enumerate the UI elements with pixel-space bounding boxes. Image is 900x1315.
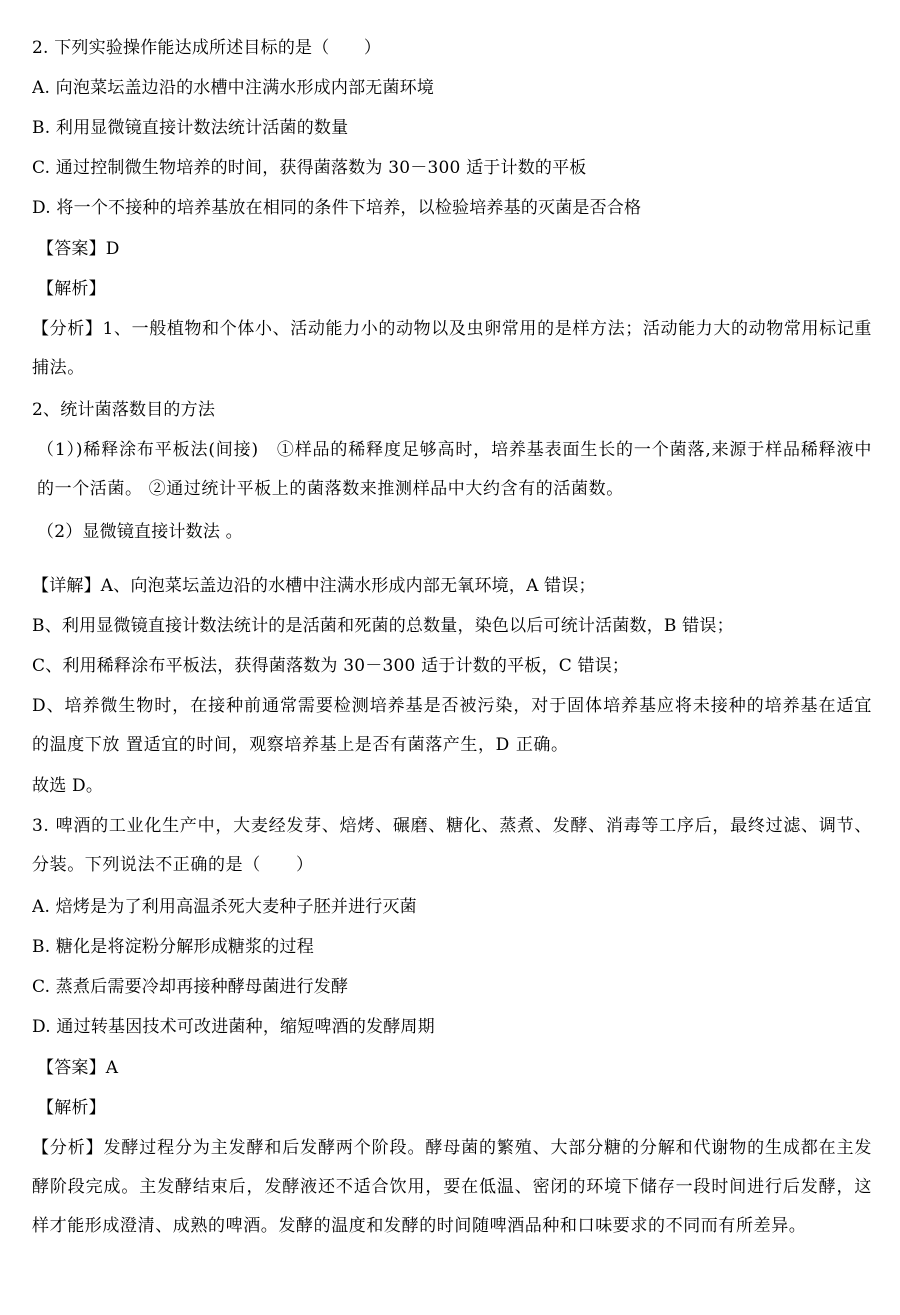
q2-point2: 2、统计菌落数目的方法 <box>32 400 216 420</box>
q3-option-c: C. 蒸煮后需要冷却再接种酵母菌进行发酵 <box>32 977 349 997</box>
q2-method2: （2）显微镜直接计数法 。 <box>37 522 243 542</box>
q2-detail-a: 【详解】A、向泡菜坛盖边沿的水槽中注满水形成内部无氧环境，A 错误； <box>32 576 596 596</box>
q2-detail-c: C、利用稀释涂布平板法，获得菌落数为 30－300 适于计数的平板，C 错误； <box>32 656 630 676</box>
q2-option-c: C. 通过控制微生物培养的时间，获得菌落数为 30－300 适于计数的平板 <box>32 158 587 178</box>
q3-option-d: D. 通过转基因技术可改进菌种，缩短啤酒的发酵周期 <box>32 1017 435 1037</box>
q3-option-a: A. 焙烤是为了利用高温杀死大麦种子胚并进行灭菌 <box>32 897 417 917</box>
q2-option-b: B. 利用显微镜直接计数法统计活菌的数量 <box>32 118 349 138</box>
q3-stem: 3. 啤酒的工业化生产中，大麦经发芽、焙烤、碾磨、糖化、蒸煮、发酵、消毒等工序后，最终过滤、调节、分装。下列说法不正确的是（ ） <box>32 816 872 875</box>
q3-fenxi: 【分析】发酵过程分为主发酵和后发酵两个阶段。酵母菌的繁殖、大部分糖的分解和代谢物的生成都在主发酵阶段完成。主发酵结束后，发酵液还不适合饮用，要在低温、密闭的环境下储存一段时间进行后发酵，这样才能形成澄清、成熟的啤酒。发酵的温度和发酵的时间随啤酒品种和口味要求的不同而有所差异。 <box>32 1138 872 1236</box>
q3-option-b: B. 糖化是将淀粉分解形成糖浆的过程 <box>32 937 314 957</box>
q2-detail-b: B、利用显微镜直接计数法统计的是活菌和死菌的总数量，染色以后可统计活菌数，B 错误； <box>32 616 734 636</box>
q2-stem: 2. 下列实验操作能达成所述目标的是（ ） <box>32 38 382 58</box>
q3-analysis-label: 【解析】 <box>37 1098 106 1118</box>
q2-fenxi: 【分析】1、一般植物和个体小、活动能力小的动物以及虫卵常用的是样方法；活动能力大的动物常用标记重捕法。 <box>32 319 872 378</box>
q2-analysis-label: 【解析】 <box>37 279 106 299</box>
q2-conclusion: 故选 D。 <box>32 776 104 796</box>
q2-method1: （1）)稀释涂布平板法(间接) ①样品的稀释度足够高时，培养基表面生长的一个菌落,来源于样品稀释液中的一个活菌。 ②通过统计平板上的菌落数来推测样品中大约含有的活菌数。 <box>37 440 872 499</box>
q2-detail-d: D、培养微生物时，在接种前通常需要检测培养基是否被污染，对于固体培养基应将未接种的培养基在适宜的温度下放 置适宜的时间，观察培养基上是否有菌落产生，D 正确。 <box>32 696 872 755</box>
q3-answer: 【答案】A <box>37 1058 119 1078</box>
q2-answer: 【答案】D <box>37 239 120 259</box>
q2-option-d: D. 将一个不接种的培养基放在相同的条件下培养，以检验培养基的灭菌是否合格 <box>32 198 642 218</box>
q2-option-a: A. 向泡菜坛盖边沿的水槽中注满水形成内部无菌环境 <box>32 78 435 98</box>
